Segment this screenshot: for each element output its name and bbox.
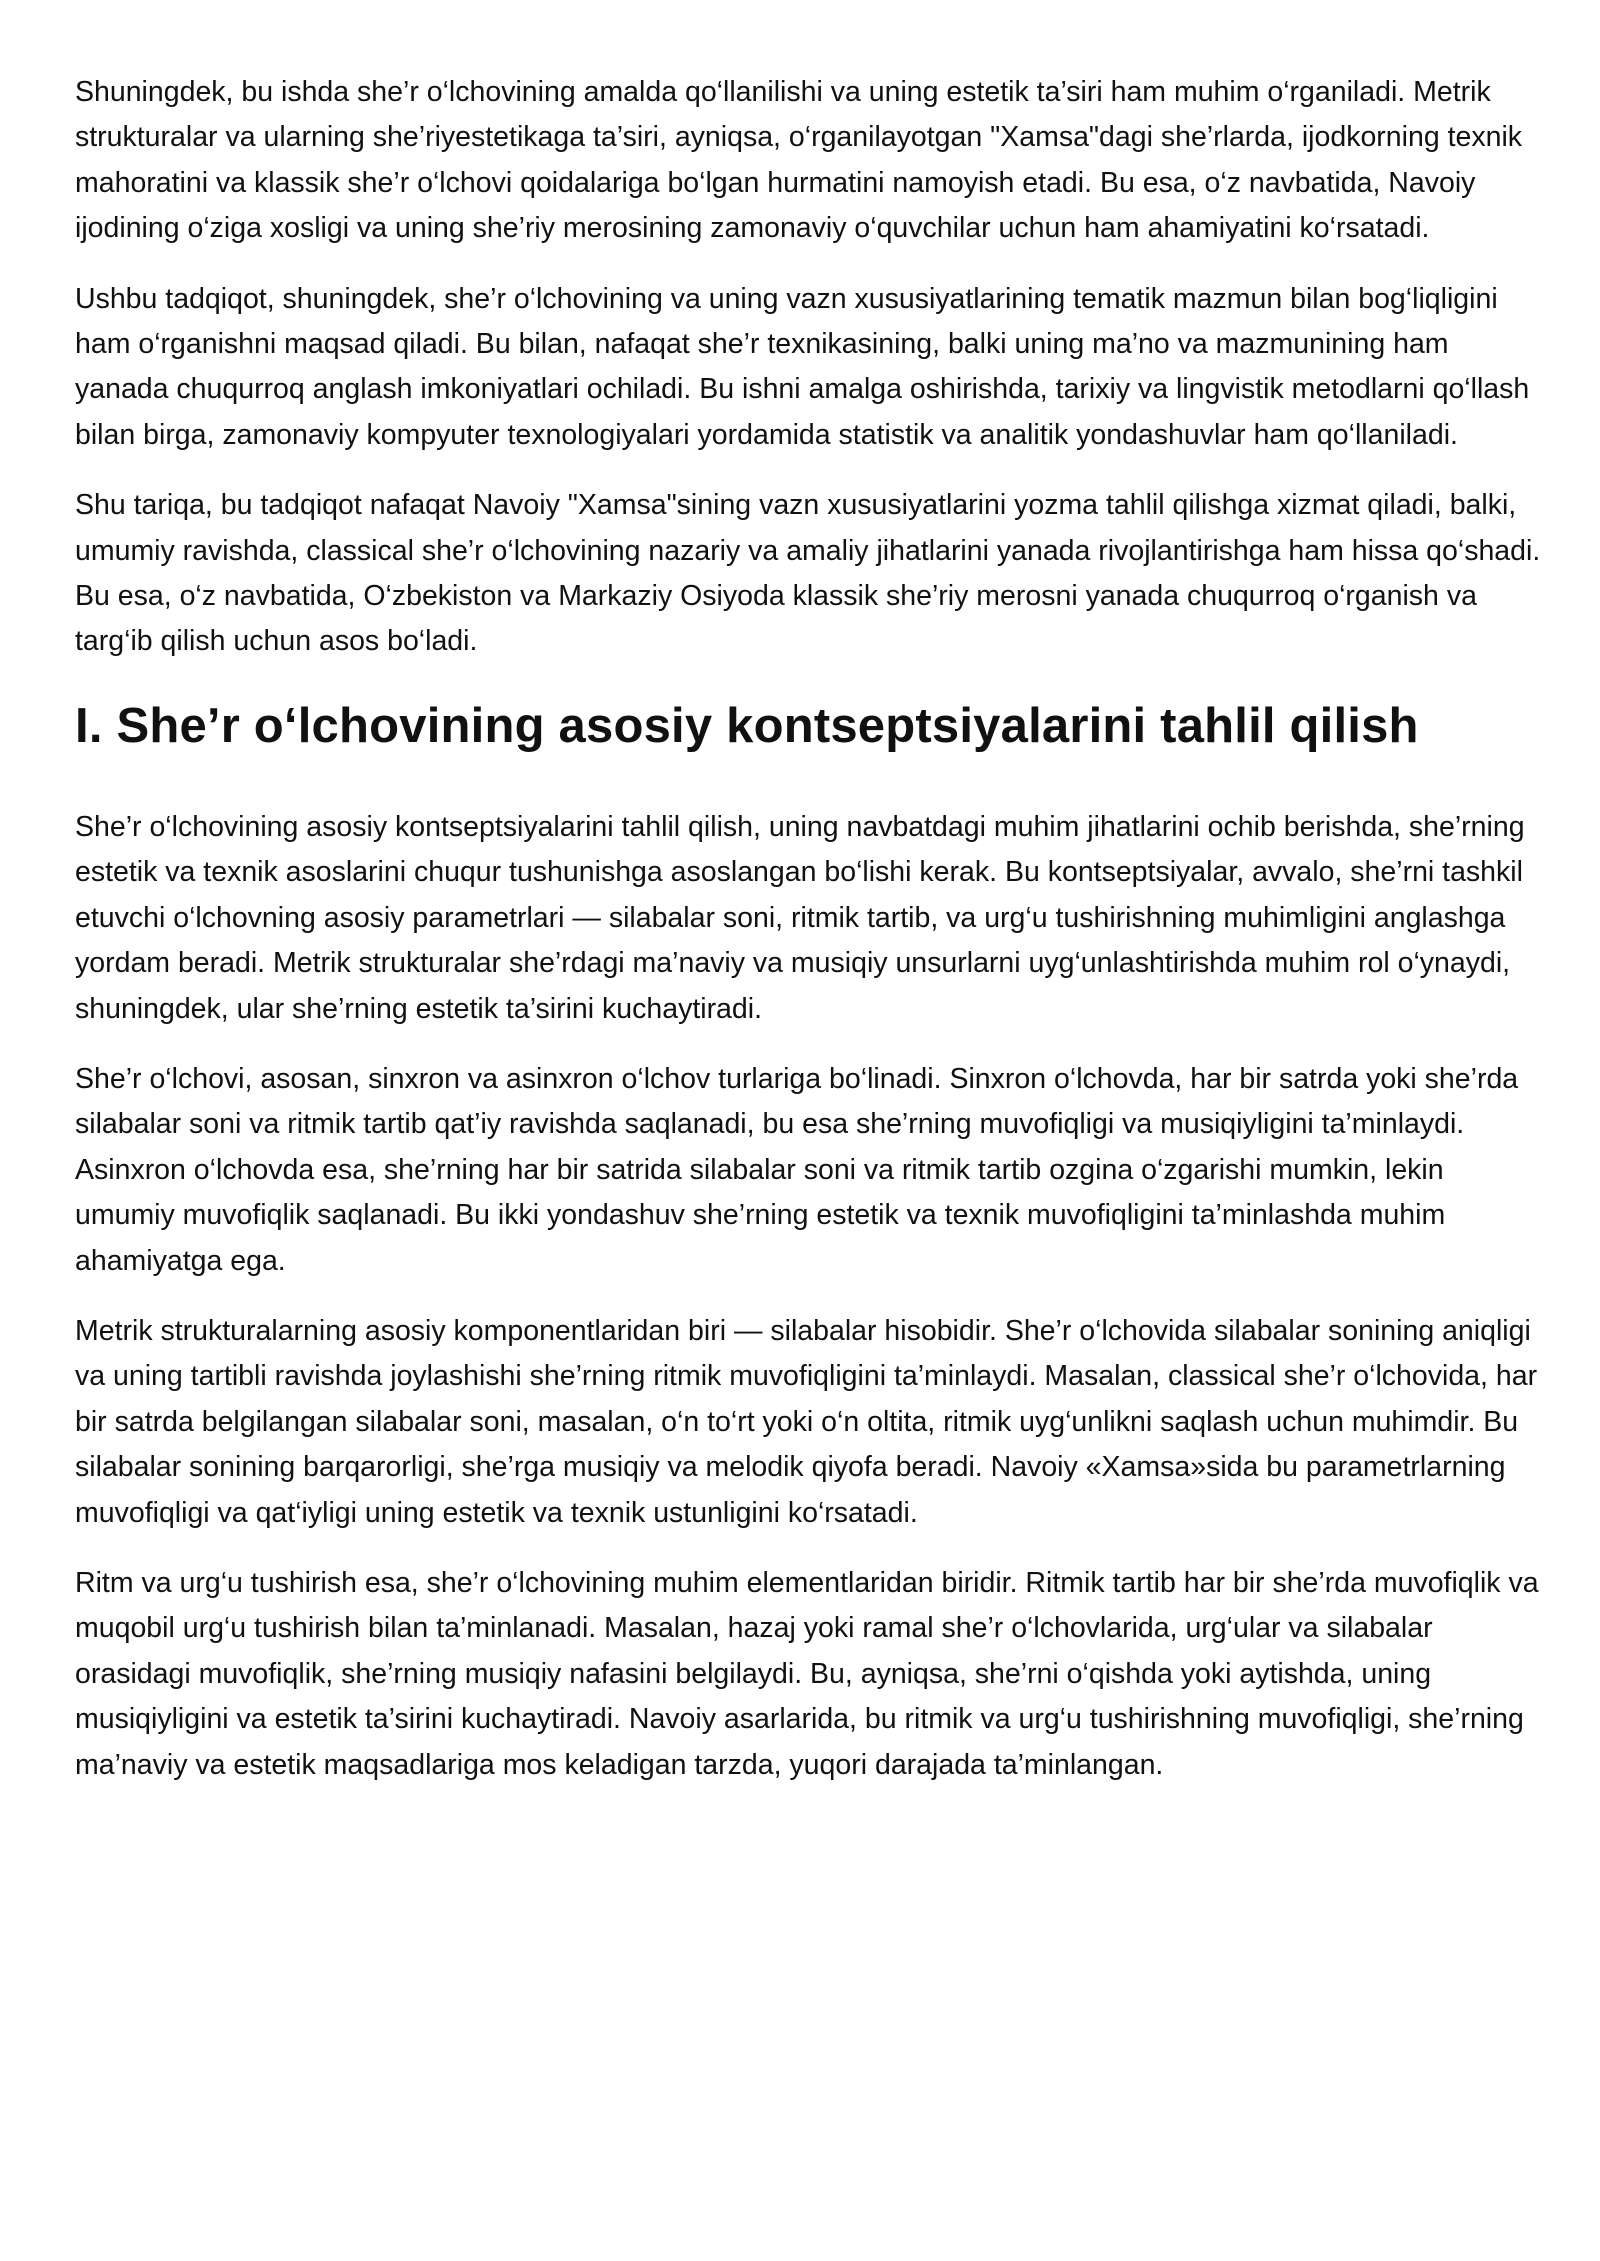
body-paragraph: Shu tariqa, bu tadqiqot nafaqat Navoiy "Xamsa"sining vazn xususiyatlarini yozma tahlil qilishga xizmat qiladi, balki, umumiy ravishda, classical she’r o‘lchovining nazariy va amaliy jihatlarini yanada rivojlantirishga ham hissa qo‘shadi. Bu esa, o‘z navbatida, O‘zbekiston va Markaziy Osiyoda klassik she’riy merosni yanada chuqurroq o‘rganish va targ‘ib qilish uchun asos bo‘ladi. <box>75 489 1541 658</box>
section-heading: I. She’r o‘lchovining asosiy kontseptsiyalarini tahlil qilish <box>75 698 1419 753</box>
body-paragraph: She’r o‘lchovi, asosan, sinxron va asinxron o‘lchov turlariga bo‘linadi. Sinxron o‘lchovda, har bir satrda yoki she’rda silabalar soni va ritmik tartib qat’iy ravishda saqlanadi, bu esa she’rning muvofiqligi va musiqiyligini ta’minlaydi. Asinxron o‘lchovda esa, she’rning har bir satrida silabalar soni va ritmik tartib ozgina o‘zgarishi mumkin, lekin umumiy muvofiqlik saqlanadi. Bu ikki yondashuv she’rning estetik va texnik muvofiqligini ta’minlashda muhim ahamiyatga ega. <box>75 1062 1519 1277</box>
body-paragraph: Shuningdek, bu ishda she’r o‘lchovining amalda qo‘llanilishi va uning estetik ta’siri ham muhim o‘rganiladi. Metrik strukturalar va ularning she’riyestetikaga ta’siri, ayniqsa, o‘rganilayotgan "Xamsa"dagi she’rlarda, ijodkorning texnik mahoratini va klassik she’r o‘lchovi qoidalariga bo‘lgan hurmatini namoyish etadi. Bu esa, o‘z navbatida, Navoiy ijodining o‘ziga xosligi va uning she’riy merosining zamonaviy o‘quvchilar uchun ham ahamiyatini ko‘rsatadi. <box>75 76 1523 245</box>
document-page <box>75 70 1545 1813</box>
body-paragraph: Ushbu tadqiqot, shuningdek, she’r o‘lchovining va uning vazn xususiyatlarining tematik mazmun bilan bog‘liqligini ham o‘rganishni maqsad qiladi. Bu bilan, nafaqat she’r texnikasining, balki uning ma’no va mazmunining ham yanada chuqurroq anglash imkoniyatlari ochiladi. Bu ishni amalga oshirishda, tarixiy va lingvistik metodlarni qo‘llash bilan birga, zamonaviy kompyuter texnologiyalari yordamida statistik va analitik yondashuvlar ham qo‘llaniladi. <box>75 282 1530 451</box>
body-paragraph: Metrik strukturalarning asosiy komponentlaridan biri — silabalar hisobidir. She’r o‘lchovida silabalar sonining aniqligi va uning tartibli ravishda joylashishi she’rning ritmik muvofiqligini ta’minlaydi. Masalan, classical she’r o‘lchovida, har bir satrda belgilangan silabalar soni, masalan, o‘n to‘rt yoki o‘n oltita, ritmik uyg‘unlikni saqlash uchun muhimdir. Bu silabalar sonining barqarorligi, she’rga musiqiy va melodik qiyofa beradi. Navoiy «Xamsa»sida bu parametrlarning muvofiqligi va qat‘iyligi uning estetik va texnik ustunligini ko‘rsatadi. <box>75 1314 1538 1529</box>
body-paragraph: She’r o‘lchovining asosiy kontseptsiyalarini tahlil qilish, uning navbatdagi muhim jihatlarini ochib berishda, she’rning estetik va texnik asoslarini chuqur tushunishga asoslangan bo‘lishi kerak. Bu kontseptsiyalar, avvalo, she’rni tashkil etuvchi o‘lchovning asosiy parametrlari — silabalar soni, ritmik tartib, va urg‘u tushirishning muhimligini anglashga yordam beradi. Metrik strukturalar she’rdagi ma’naviy va musiqiy unsurlarni uyg‘unlashtirishda muhim rol o‘ynaydi, shuningdek, ular she’rning estetik ta’sirini kuchaytiradi. <box>75 810 1525 1025</box>
body-paragraph: Ritm va urg‘u tushirish esa, she’r o‘lchovining muhim elementlaridan biridir. Ritmik tartib har bir she’rda muvofiqlik va muqobil urg‘u tushirish bilan ta’minlanadi. Masalan, hazaj yoki ramal she’r o‘lchovlarida, urg‘ular va silabalar orasidagi muvofiqlik, she’rning musiqiy nafasini belgilaydi. Bu, ayniqsa, she’rni o‘qishda yoki aytishda, uning musiqiyligini va estetik ta’sirini kuchaytiradi. Navoiy asarlarida, bu ritmik va urg‘u tushirishning muvofiqligi, she’rning ma’naviy va estetik maqsadlariga mos keladigan tarzda, yuqori darajada ta’minlangan. <box>75 1566 1539 1781</box>
